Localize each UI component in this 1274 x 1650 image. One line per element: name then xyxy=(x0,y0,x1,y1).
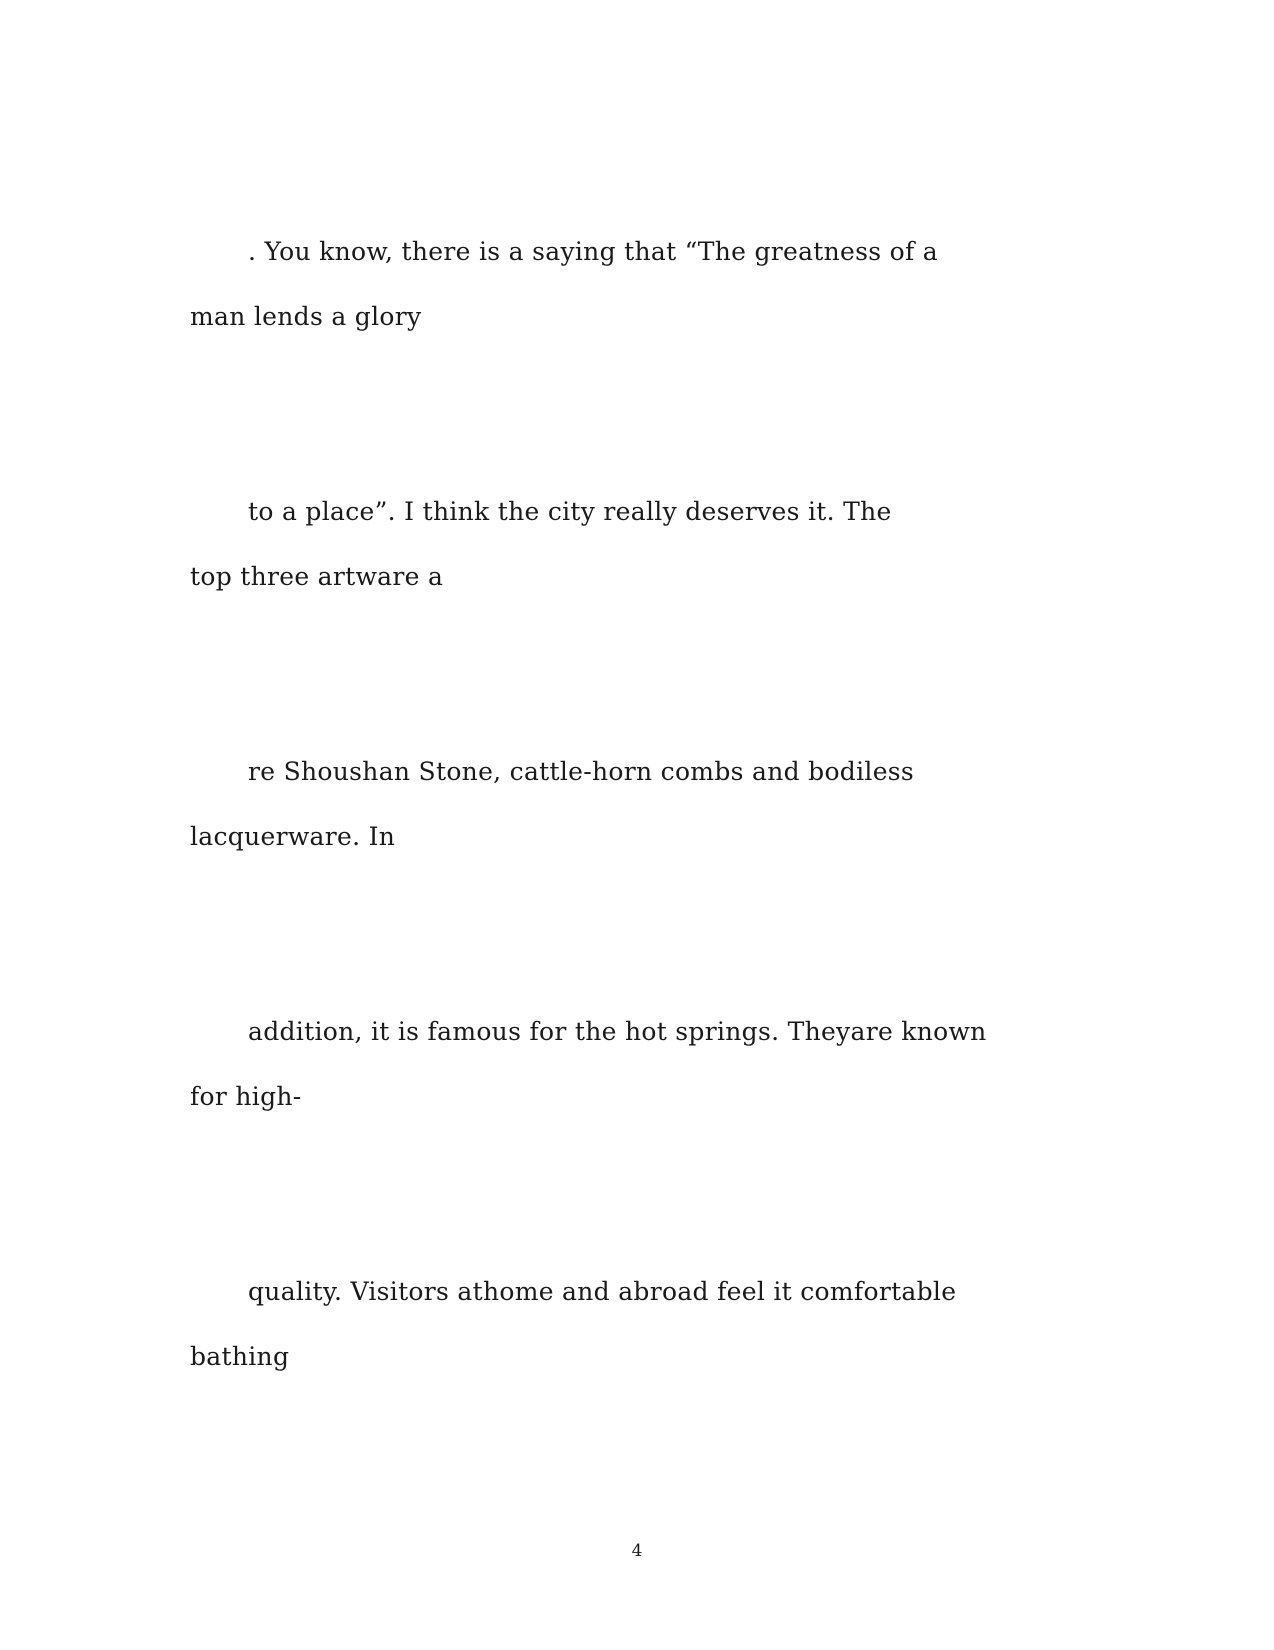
paragraph-line: man lends a glory xyxy=(190,302,422,331)
paragraph-line: bathing xyxy=(190,1342,290,1371)
paragraph-line: addition, it is famous for the hot springs. Theyare known xyxy=(248,1017,987,1046)
paragraph-line: quality. Visitors athome and abroad feel it comfortable xyxy=(248,1277,957,1306)
paragraph-line: re Shoushan Stone, cattle-horn combs and bodiless xyxy=(248,757,915,786)
paragraph-line: lacquerware. In xyxy=(190,822,396,851)
paragraph xyxy=(190,1277,1090,1372)
paragraph-line: for high- xyxy=(190,1082,302,1111)
paragraph xyxy=(190,1017,1090,1112)
paragraph xyxy=(190,237,1090,332)
paragraph xyxy=(190,757,1090,852)
paragraph-line: to a place”. I think the city really deserves it. The xyxy=(248,497,892,526)
page-number: 4 xyxy=(631,1541,643,1561)
paragraph xyxy=(190,497,1090,592)
paragraph-line: . You know, there is a saying that “The greatness of a xyxy=(248,237,939,266)
paragraph-line: top three artware a xyxy=(190,562,444,591)
